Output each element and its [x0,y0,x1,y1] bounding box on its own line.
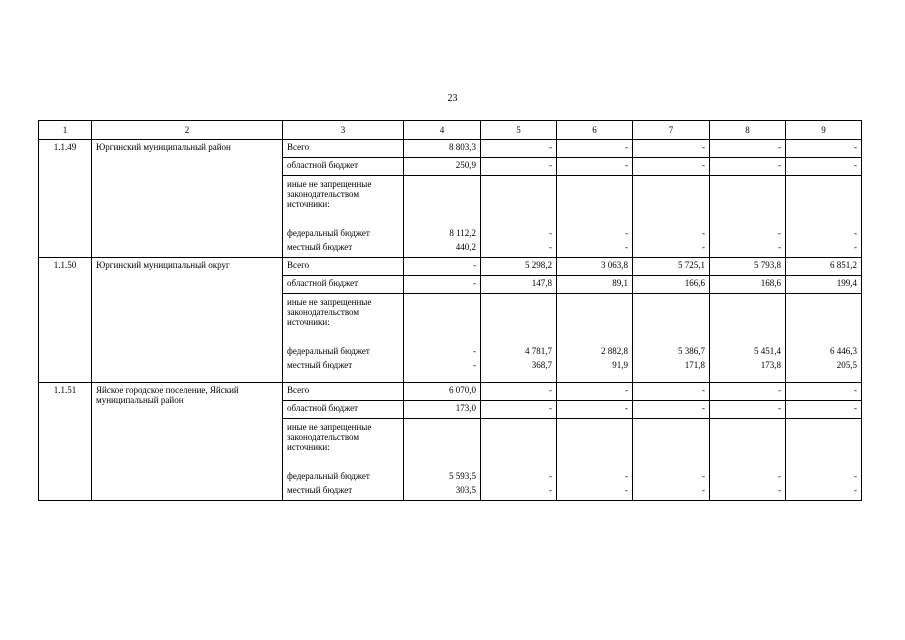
value-cell: 8 803,3 [404,140,481,158]
value-cell [557,294,633,342]
value-cell: - [404,341,481,358]
value-cell [710,419,786,467]
row-label: местный бюджет [283,483,404,501]
section-name: Юргинский муниципальный округ [92,258,283,383]
value-cell [404,294,481,342]
value-cell: - [710,240,786,258]
header-cell: 2 [92,121,283,140]
value-cell: - [404,276,481,294]
value-cell: 168,6 [710,276,786,294]
value-cell: 91,9 [557,358,633,383]
value-cell: - [710,466,786,483]
value-cell: - [786,483,862,501]
value-cell: - [786,140,862,158]
table-row [39,258,862,276]
value-cell [404,419,481,467]
value-cell: 199,4 [786,276,862,294]
header-cell: 9 [786,121,862,140]
value-cell: 6 851,2 [786,258,862,276]
value-cell [557,419,633,467]
value-cell: 8 112,2 [404,223,481,240]
row-label: областной бюджет [283,401,404,419]
table-row [39,383,862,401]
value-cell: - [710,383,786,401]
value-cell: - [481,223,557,240]
header-cell: 5 [481,121,557,140]
value-cell [786,294,862,342]
header-cell: 4 [404,121,481,140]
value-cell: 5 386,7 [633,341,710,358]
value-cell: 6 446,3 [786,341,862,358]
value-cell: - [481,383,557,401]
value-cell: - [481,140,557,158]
value-cell: - [710,140,786,158]
value-cell: - [633,483,710,501]
row-label: Всего [283,258,404,276]
value-cell: 171,8 [633,358,710,383]
value-cell: - [633,140,710,158]
value-cell: - [633,401,710,419]
value-cell: 303,5 [404,483,481,501]
row-label: Всего [283,383,404,401]
value-cell: 173,0 [404,401,481,419]
value-cell: - [786,223,862,240]
row-label: федеральный бюджет [283,466,404,483]
value-cell [481,419,557,467]
value-cell: - [786,401,862,419]
row-label: областной бюджет [283,276,404,294]
value-cell: - [710,158,786,176]
value-cell: 166,6 [633,276,710,294]
value-cell: 250,9 [404,158,481,176]
row-label: федеральный бюджет [283,341,404,358]
budget-table [38,120,862,501]
value-cell: - [557,158,633,176]
value-cell: - [557,483,633,501]
value-cell: 4 781,7 [481,341,557,358]
value-cell: - [557,223,633,240]
value-cell: - [710,223,786,240]
value-cell: - [710,401,786,419]
value-cell [786,176,862,224]
value-cell: - [633,240,710,258]
row-label: Всего [283,140,404,158]
section-name: Юргинский муниципальный район [92,140,283,258]
value-cell: - [786,466,862,483]
value-cell: - [557,240,633,258]
header-cell: 7 [633,121,710,140]
value-cell: 5 593,5 [404,466,481,483]
value-cell [633,176,710,224]
value-cell: 5 451,4 [710,341,786,358]
section-name: Яйское городское поселение, Яйский муниципальный район [92,383,283,501]
row-label: иные не запрещенные законодательством источники: [283,176,404,224]
value-cell: - [633,223,710,240]
value-cell: 205,5 [786,358,862,383]
row-label: местный бюджет [283,358,404,383]
value-cell: - [633,158,710,176]
value-cell [786,419,862,467]
header-row [39,121,862,140]
value-cell: - [557,401,633,419]
value-cell: 147,8 [481,276,557,294]
value-cell [481,176,557,224]
section-code: 1.1.50 [39,258,92,383]
section-code: 1.1.51 [39,383,92,501]
value-cell: 5 725,1 [633,258,710,276]
header-cell: 6 [557,121,633,140]
value-cell: - [786,383,862,401]
value-cell: - [481,401,557,419]
value-cell: - [786,158,862,176]
row-label: иные не запрещенные законодательством источники: [283,294,404,342]
value-cell: - [481,240,557,258]
value-cell [710,294,786,342]
value-cell: - [557,140,633,158]
value-cell: - [557,383,633,401]
value-cell [557,176,633,224]
value-cell: - [481,466,557,483]
value-cell: - [481,158,557,176]
section-code: 1.1.49 [39,140,92,258]
row-label: местный бюджет [283,240,404,258]
value-cell: - [633,466,710,483]
value-cell: 440,2 [404,240,481,258]
value-cell: - [786,240,862,258]
value-cell: 5 298,2 [481,258,557,276]
value-cell [404,176,481,224]
value-cell [710,176,786,224]
value-cell [633,419,710,467]
value-cell [481,294,557,342]
value-cell: 368,7 [481,358,557,383]
value-cell: 89,1 [557,276,633,294]
value-cell: 2 882,8 [557,341,633,358]
value-cell: - [481,483,557,501]
value-cell: 3 063,8 [557,258,633,276]
page-number: 23 [447,93,458,104]
table-row [39,140,862,158]
value-cell: - [404,258,481,276]
header-cell: 1 [39,121,92,140]
row-label: областной бюджет [283,158,404,176]
row-label: федеральный бюджет [283,223,404,240]
value-cell: - [404,358,481,383]
value-cell: - [633,383,710,401]
value-cell: 5 793,8 [710,258,786,276]
row-label: иные не запрещенные законодательством источники: [283,419,404,467]
value-cell: - [557,466,633,483]
value-cell [633,294,710,342]
value-cell: 173,8 [710,358,786,383]
value-cell: - [710,483,786,501]
header-cell: 3 [283,121,404,140]
header-cell: 8 [710,121,786,140]
value-cell: 6 070,0 [404,383,481,401]
